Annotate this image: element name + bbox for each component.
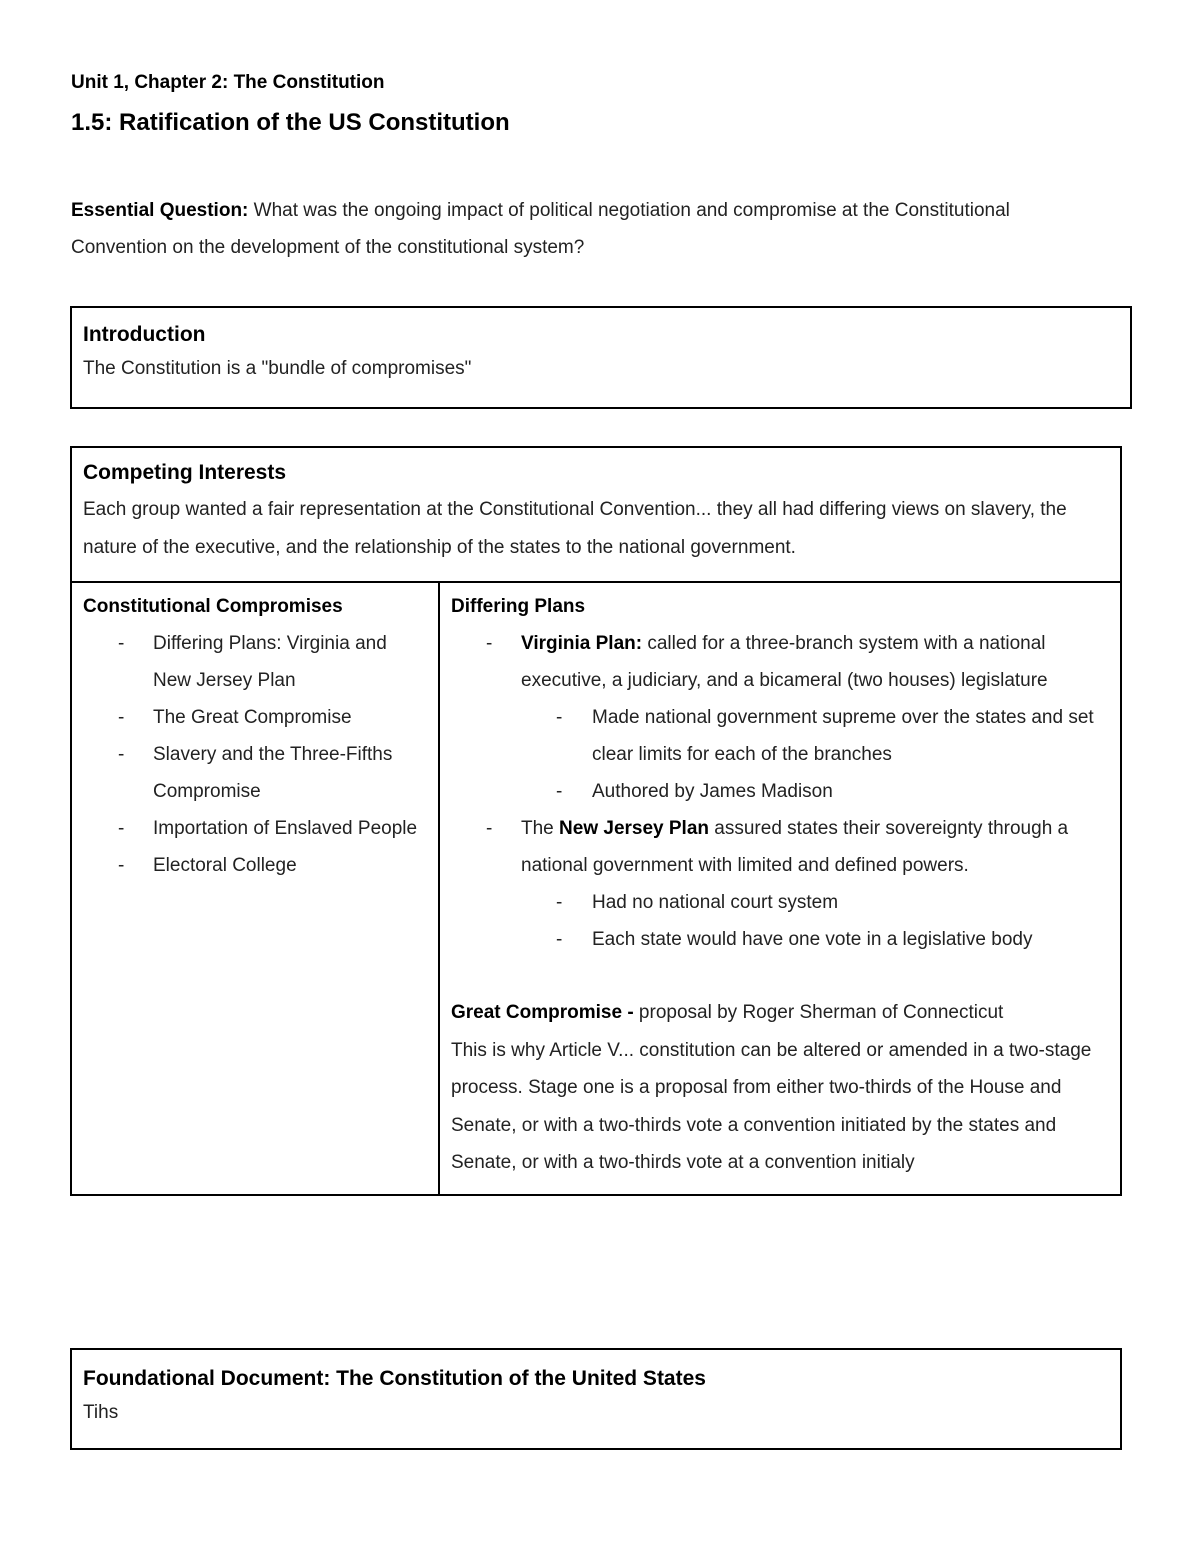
great-compromise-text: proposal by Roger Sherman of Connecticut	[633, 1002, 1004, 1023]
details-row	[71, 582, 1121, 1195]
foundational-document-heading: Foundational Document: The Constitution of the United States	[83, 1367, 706, 1390]
differing-plans-cell	[439, 582, 1121, 1195]
essential-question-label: Essential Question:	[71, 200, 249, 221]
plans-list	[451, 625, 1109, 958]
compromises-list	[83, 625, 427, 884]
constitutional-compromises-cell	[71, 582, 439, 1195]
great-compromise-label: Great Compromise -	[451, 1002, 634, 1023]
dash-bullet-icon: -	[556, 892, 563, 913]
list-item: - Authored by James Madison	[521, 773, 1109, 810]
dash-bullet-icon: -	[486, 818, 493, 839]
compromises-table	[70, 446, 1122, 1196]
unit-title: Unit 1, Chapter 2: The Constitution	[71, 72, 385, 93]
new-jersey-plan-text: assured states their sovereignty through a national government with limited and defined powers.	[521, 818, 1069, 876]
new-jersey-plan-label: New Jersey Plan	[559, 818, 710, 839]
virginia-plan-label: Virginia Plan:	[521, 633, 643, 654]
dash-bullet-icon: -	[118, 707, 125, 728]
new-jersey-plan-item: - The New Jersey Plan assured states their sovereignty through a national government with limited and defined powers. - Had no national court system - Each state would have one vote in a legislative body	[451, 810, 1109, 958]
new-jersey-sub-list	[521, 884, 1109, 958]
dash-bullet-icon: -	[118, 855, 125, 876]
list-item: - Made national government supreme over the states and set clear limits for each of the branches	[521, 699, 1109, 773]
lesson-title: 1.5: Ratification of the US Constitution	[71, 109, 510, 136]
list-item: - The Great Compromise	[83, 699, 427, 736]
spacer	[451, 958, 1109, 994]
competing-interests-text: Each group wanted a fair representation at the Constitutional Convention... they all had differing views on slavery, the nature of the executive, and the relationship of the states to the national government.	[83, 499, 1067, 558]
introduction-text: The Constitution is a "bundle of compromises"	[83, 358, 472, 379]
competing-interests-cell	[71, 447, 1121, 582]
great-compromise-line	[451, 994, 1109, 1032]
virginia-plan-item	[451, 625, 1109, 810]
essential-question-text: What was the ongoing impact of political negotiation and compromise at the Constitutional Convention on the development of the constitutional system?	[71, 200, 1010, 258]
list-item: - Each state would have one vote in a legislative body	[521, 921, 1109, 958]
introduction-box	[70, 306, 1132, 409]
dash-bullet-icon: -	[118, 818, 125, 839]
list-item: - Slavery and the Three-Fifths Compromise	[83, 736, 427, 810]
competing-interests-heading: Competing Interests	[83, 461, 287, 484]
differing-plans-heading: Differing Plans	[451, 596, 586, 617]
list-item: - Electoral College	[83, 847, 427, 884]
foundational-document-text: Tihs	[83, 1402, 119, 1423]
list-item: - Had no national court system	[521, 884, 1109, 921]
dash-bullet-icon: -	[556, 707, 563, 728]
dash-bullet-icon: -	[556, 929, 563, 950]
virginia-plan-text: called for a three-branch system with a national executive, a judiciary, and a bicameral (two houses) legislature	[521, 633, 1048, 691]
list-item: - Differing Plans: Virginia and New Jersey Plan	[83, 625, 427, 699]
competing-interests-row	[71, 447, 1121, 582]
dash-bullet-icon: -	[556, 781, 563, 802]
dash-bullet-icon: -	[118, 744, 125, 765]
essential-question	[71, 192, 1071, 266]
introduction-heading: Introduction	[83, 323, 206, 346]
dash-bullet-icon: -	[118, 633, 125, 654]
list-item: - Importation of Enslaved People	[83, 810, 427, 847]
foundational-document-box	[70, 1348, 1122, 1450]
dash-bullet-icon: -	[486, 633, 493, 654]
article-v-paragraph: This is why Article V... constitution can be altered or amended in a two-stage process. Stage one is a proposal from either two-thirds of the House and Senate, or with a two-thirds vote a convention initiated by the states and Senate, or with a two-thirds vote at a convention initialy	[451, 1039, 1092, 1173]
constitutional-compromises-heading: Constitutional Compromises	[83, 596, 343, 617]
virginia-sub-list	[521, 699, 1109, 810]
